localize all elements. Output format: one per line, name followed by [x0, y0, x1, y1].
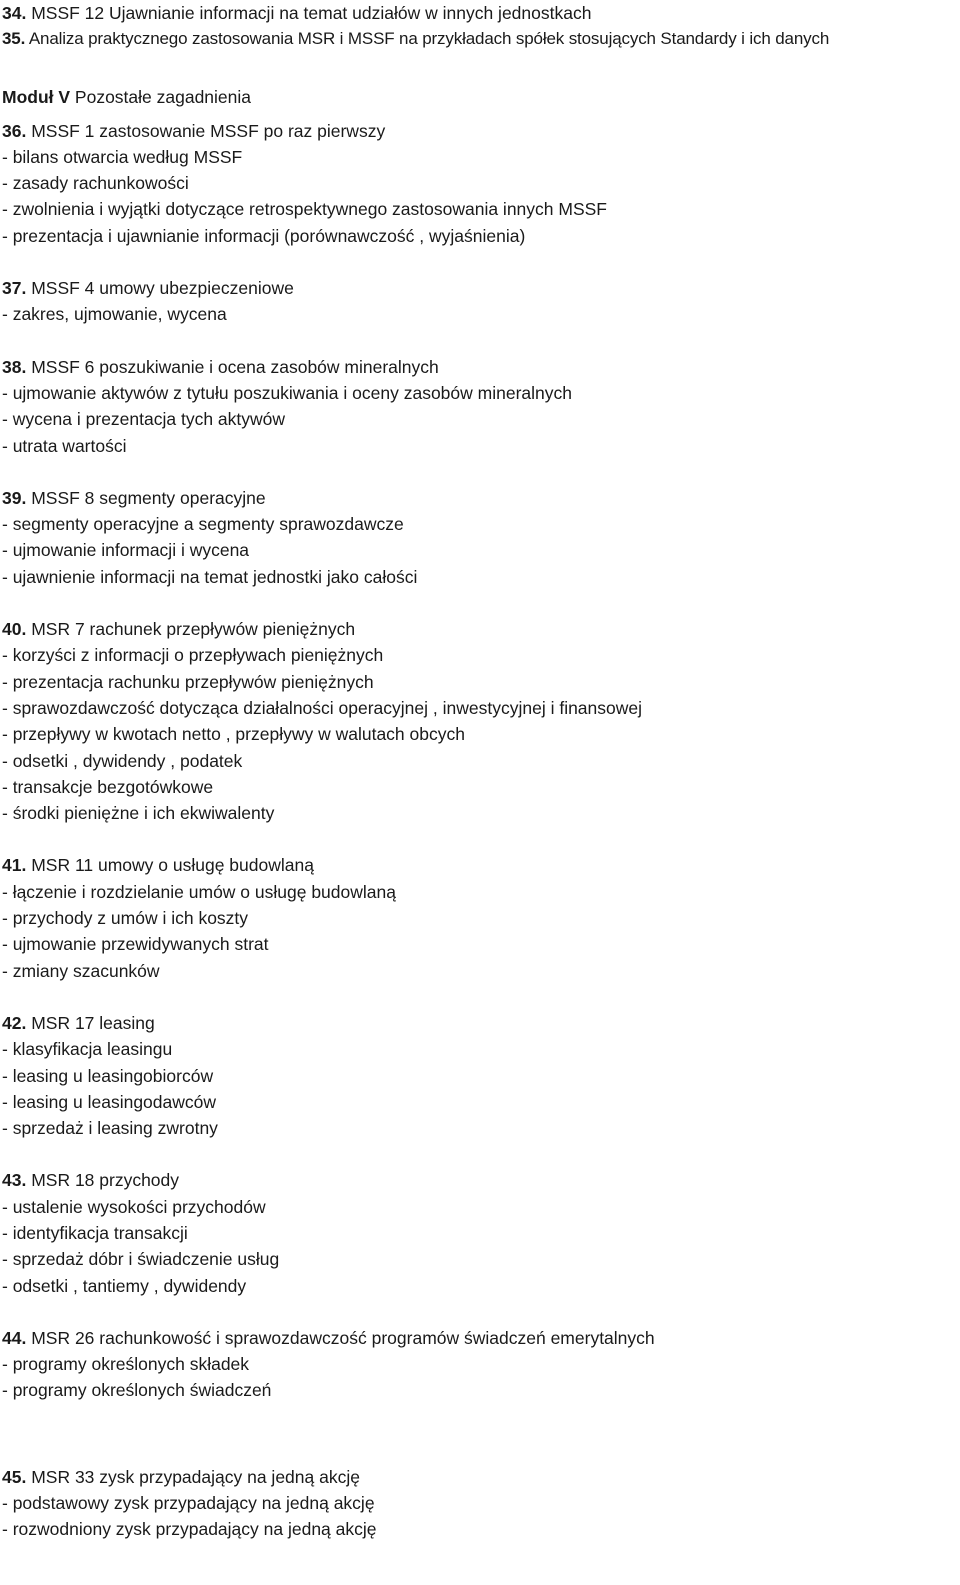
- section-title: MSR 11 umowy o usługę budowlaną: [26, 855, 314, 876]
- section-number: 44.: [2, 1327, 27, 1348]
- list-item: - ustalenie wysokości przychodów: [2, 1196, 266, 1217]
- section-heading: [2, 1167, 956, 1193]
- list-item: - klasyfikacja leasingu: [2, 1039, 173, 1060]
- document-body: [2, 0, 956, 1543]
- section-number: 43.: [2, 1170, 27, 1191]
- section-heading: [2, 485, 956, 511]
- section-heading: [2, 852, 956, 878]
- list-item: - zwolnienia i wyjątki dotyczące retrospektywnego zastosowania innych MSSF: [2, 199, 607, 220]
- list-item: - zasady rachunkowości: [2, 173, 189, 194]
- heading-title: MSSF 12 Ujawnianie informacji na temat udziałów w innych jednostkach: [26, 3, 592, 23]
- list-item: - sprawozdawczość dotycząca działalności operacyjnej , inwestycyjnej i finansowej: [2, 697, 643, 718]
- section-number: 40.: [2, 619, 27, 640]
- section-title: MSR 17 leasing: [26, 1012, 155, 1033]
- list-item: - prezentacja i ujawnianie informacji (porównawczość , wyjaśnienia): [2, 225, 526, 246]
- section-39: [2, 485, 956, 590]
- list-item: - odsetki , dywidendy , podatek: [2, 750, 243, 771]
- section-title: MSR 33 zysk przypadający na jedną akcję: [26, 1466, 360, 1487]
- section-title: MSSF 4 umowy ubezpieczeniowe: [26, 278, 294, 299]
- list-item: - prezentacja rachunku przepływów pieniężnych: [2, 671, 374, 692]
- list-item: - zakres, ujmowanie, wycena: [2, 304, 227, 325]
- section-title: MSSF 8 segmenty operacyjne: [26, 487, 266, 508]
- heading-number: 35.: [2, 29, 26, 49]
- section-44: [2, 1325, 956, 1404]
- list-item: - łączenie i rozdzielanie umów o usługę budowlaną: [2, 881, 396, 902]
- section-heading: [2, 1464, 956, 1490]
- section-title: MSR 7 rachunek przepływów pieniężnych: [26, 619, 356, 640]
- list-item: - utrata wartości: [2, 435, 127, 456]
- list-item: - segmenty operacyjne a segmenty sprawozdawcze: [2, 514, 404, 535]
- section-title: MSSF 1 zastosowanie MSSF po raz pierwszy: [26, 120, 386, 141]
- section-43: [2, 1167, 956, 1298]
- section-41: [2, 852, 956, 983]
- section-title: MSR 26 rachunkowość i sprawozdawczość programów świadczeń emerytalnych: [26, 1327, 655, 1348]
- list-item: - rozwodniony zysk przypadający na jedną akcję: [2, 1519, 377, 1540]
- section-number: 42.: [2, 1012, 27, 1033]
- heading-35: [2, 26, 956, 52]
- section-heading: [2, 1325, 956, 1351]
- list-item: - sprzedaż dóbr i świadczenie usług: [2, 1249, 280, 1270]
- section-45: [2, 1464, 956, 1543]
- list-item: - odsetki , tantiemy , dywidendy: [2, 1275, 247, 1296]
- section-number: 36.: [2, 120, 27, 141]
- list-item: - przepływy w kwotach netto , przepływy w walutach obcych: [2, 724, 465, 745]
- section-heading: [2, 275, 956, 301]
- list-item: - identyfikacja transakcji: [2, 1222, 188, 1243]
- list-item: - ujmowanie informacji i wycena: [2, 540, 250, 561]
- section-number: 41.: [2, 855, 27, 876]
- section-heading: [2, 354, 956, 380]
- module-heading: [2, 79, 956, 115]
- list-item: - leasing u leasingobiorców: [2, 1065, 214, 1086]
- module-title: Pozostałe zagadnienia: [70, 86, 252, 107]
- list-item: - ujmowanie przewidywanych strat: [2, 934, 269, 955]
- section-36: [2, 118, 956, 249]
- list-item: - środki pieniężne i ich ekwiwalenty: [2, 803, 275, 824]
- section-number: 39.: [2, 487, 27, 508]
- list-item: - wycena i prezentacja tych aktywów: [2, 409, 286, 430]
- list-item: - ujmowanie aktywów z tytułu poszukiwania i oceny zasobów mineralnych: [2, 382, 572, 403]
- list-item: - podstawowy zysk przypadający na jedną akcję: [2, 1493, 375, 1514]
- section-number: 38.: [2, 356, 27, 377]
- list-item: - przychody z umów i ich koszty: [2, 908, 249, 929]
- section-title: MSR 18 przychody: [26, 1170, 180, 1191]
- list-item: - leasing u leasingodawców: [2, 1091, 217, 1112]
- section-42: [2, 1010, 956, 1141]
- list-item: - zmiany szacunków: [2, 960, 160, 981]
- heading-34: [2, 0, 956, 26]
- list-item: - sprzedaż i leasing zwrotny: [2, 1118, 218, 1139]
- section-heading: [2, 616, 956, 642]
- section-heading: [2, 1010, 956, 1036]
- section-title: MSSF 6 poszukiwanie i ocena zasobów mineralnych: [26, 356, 439, 377]
- section-38: [2, 354, 956, 459]
- module-prefix: Moduł V: [2, 86, 71, 107]
- list-item: - bilans otwarcia według MSSF: [2, 146, 243, 167]
- section-number: 45.: [2, 1466, 27, 1487]
- section-number: 37.: [2, 278, 27, 299]
- section-heading: [2, 118, 956, 144]
- heading-number: 34.: [2, 3, 27, 23]
- section-40: [2, 616, 956, 826]
- list-item: - programy określonych świadczeń: [2, 1380, 272, 1401]
- list-item: - programy określonych składek: [2, 1354, 250, 1375]
- list-item: - transakcje bezgotówkowe: [2, 776, 214, 797]
- section-37: [2, 275, 956, 328]
- heading-title: Analiza praktycznego zastosowania MSR i MSSF na przykładach spółek stosujących Standardy i ich danych: [25, 29, 830, 49]
- list-item: - ujawnienie informacji na temat jednostki jako całości: [2, 566, 418, 587]
- list-item: - korzyści z informacji o przepływach pieniężnych: [2, 645, 384, 666]
